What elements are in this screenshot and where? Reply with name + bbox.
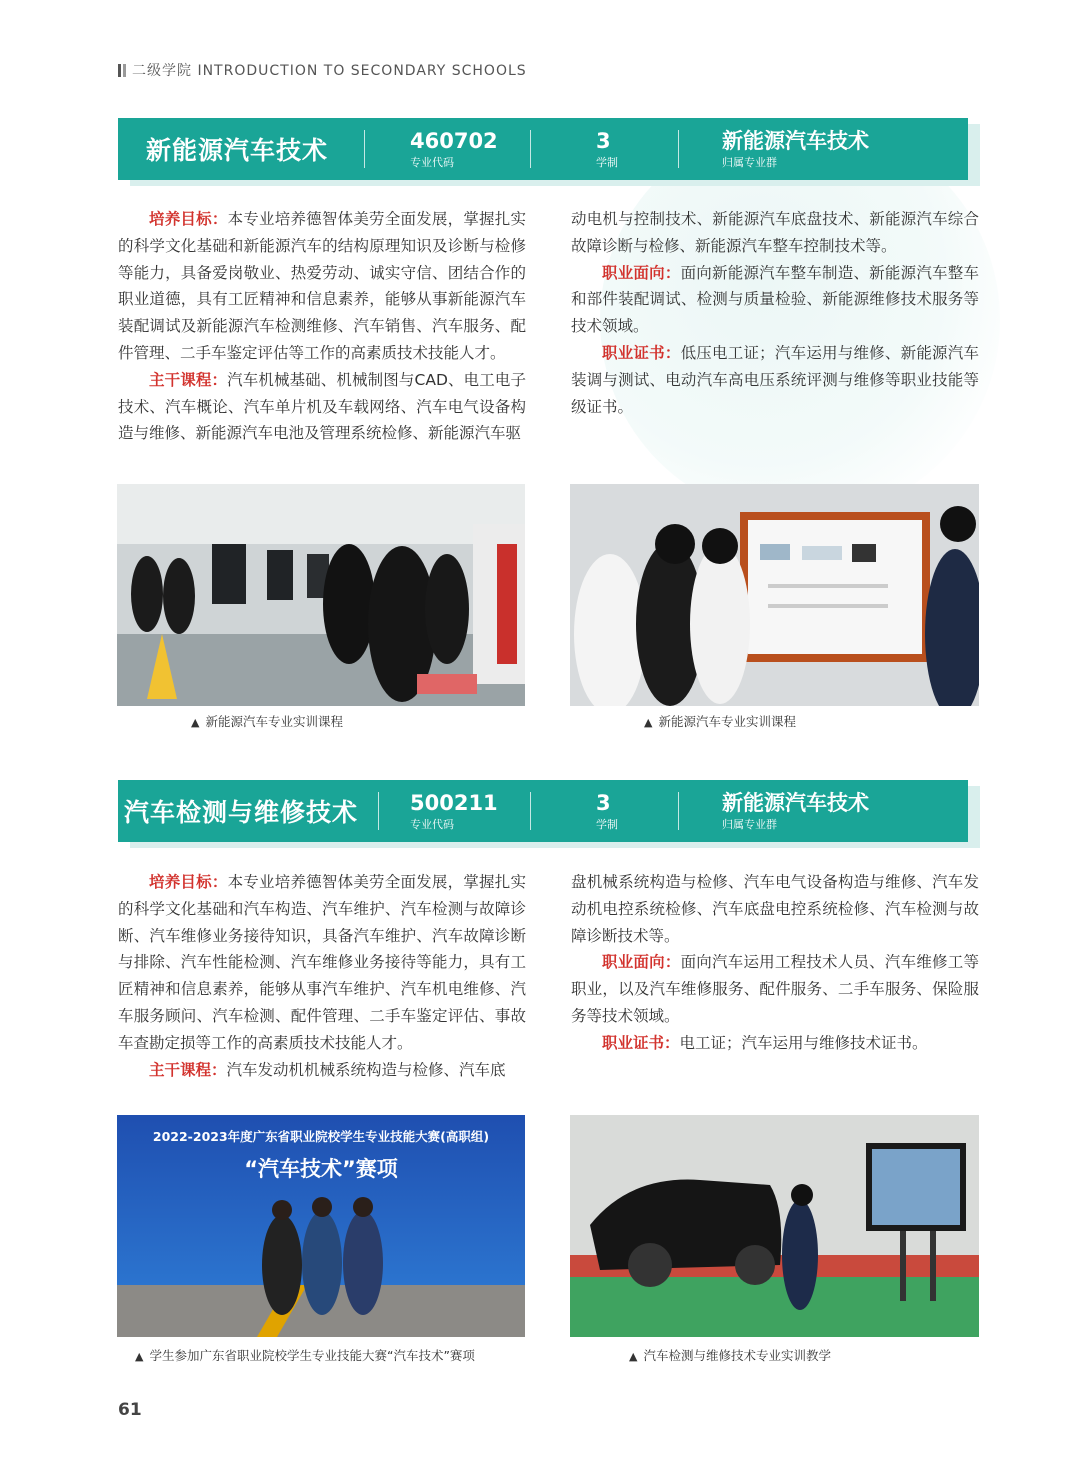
program1-cert-text: 低压电工证；汽车运用与维修、新能源汽车装调与测试、电动汽车高电压系统评测与维修等职业技能等级证书。 (571, 343, 979, 416)
program2-goal-label: 培养目标： (149, 873, 228, 891)
program2-goal (118, 869, 526, 1057)
program1-courses-continued: 动电机与控制技术、新能源汽车底盘技术、新能源汽车综合故障诊断与检修、新能源汽车整车控制技术等。 (571, 210, 979, 255)
program2-career (571, 949, 979, 1029)
program1-code-label: 专业代码 (410, 155, 454, 169)
program2-photo-competition (117, 1115, 525, 1337)
photo3-title-line2: “汽车技术”赛项 (244, 1157, 398, 1181)
program2-cert-label: 职业证书： (602, 1033, 680, 1052)
triangle-marker-icon: ▲ (135, 1350, 144, 1363)
program1-cert (571, 340, 979, 420)
program2-group-cell (722, 780, 869, 842)
program1-group-cell (722, 118, 869, 180)
program1-banner (118, 118, 980, 180)
program1-years: 3 (596, 128, 611, 153)
program1-photo1-caption: ▲ 新能源汽车专业实训课程 (191, 714, 343, 729)
triangle-marker-icon: ▲ (629, 1350, 638, 1363)
program1-career (571, 260, 979, 340)
program1-goal-label: 培养目标： (149, 210, 228, 228)
program2-group-label: 归属专业群 (722, 817, 777, 831)
program1-goal-text: 本专业培养德智体美劳全面发展，掌握扎实的科学文化基础和新能源汽车的结构原理知识及诊断与检修等能力，具备爱岗敬业、热爱劳动、诚实守信、团结合作的职业道德，具有工匠精神和信息素养，能够从事新能源汽车装配调试及新能源汽车检测维修、汽车销售、汽车服务、配件管理、二手车鉴定评估等工作的高素质技术技能人才。 (118, 210, 526, 362)
program2-photo-repair-shop (570, 1115, 979, 1337)
program2-years-cell (596, 780, 618, 842)
program2-photo3-caption: ▲ 学生参加广东省职业院校学生专业技能大赛“汽车技术”赛项 (135, 1348, 475, 1363)
running-header (118, 60, 527, 80)
running-header-text: 二级学院 INTRODUCTION TO SECONDARY SCHOOLS (132, 63, 527, 79)
program2-career-text: 面向汽车运用工程技术人员、汽车维修工等职业，以及汽车维修服务、配件服务、二手车服务、保险服务等技术领域。 (571, 953, 979, 1025)
page-number: 61 (118, 1400, 142, 1420)
program1-photo-workshop (117, 484, 525, 706)
program2-right-column (571, 869, 979, 1057)
program2-courses (118, 1057, 526, 1084)
program2-years-label: 学制 (596, 817, 618, 831)
program2-photo4-caption: ▲ 汽车检测与维修技术专业实训教学 (629, 1348, 831, 1363)
photo3-title-line1: 2022-2023年度广东省职业院校学生专业技能大赛(高职组) (152, 1129, 490, 1144)
program2-left-column (118, 869, 526, 1083)
program1-photo2-caption: ▲ 新能源汽车专业实训课程 (644, 714, 796, 729)
program1-goal (118, 206, 526, 367)
program2-goal-text: 本专业培养德智体美劳全面发展，掌握扎实的科学文化基础和汽车构造、汽车维护、汽车检测与故障诊断、汽车维修业务接待知识，具备汽车维护、汽车故障诊断与排除、汽车性能检测、汽车维修业务接待等能力，具有工匠精神和信息素养，能够从事汽车维护、汽车机电维修、汽车服务顾问、汽车检测、配件管理、二手车鉴定评估、事故车查勘定损等工作的高素质技术技能人才。 (118, 873, 526, 1052)
program1-left-column (118, 206, 526, 447)
program1-courses (118, 367, 526, 447)
program1-cert-label: 职业证书： (602, 343, 681, 362)
header-bars-icon (118, 64, 126, 77)
program2-group: 新能源汽车技术 (722, 790, 869, 815)
program1-years-label: 学制 (596, 155, 618, 169)
program1-code-cell (410, 118, 498, 180)
program2-courses-text-a: 汽车发动机机械系统构造与检修、汽车底 (226, 1060, 506, 1079)
program2-name: 汽车检测与维修技术 (124, 798, 359, 827)
program1-name-cell (146, 118, 328, 180)
program2-code-cell (410, 780, 498, 842)
program2-career-label: 职业面向： (602, 953, 681, 972)
program1-years-cell (596, 118, 618, 180)
program1-group: 新能源汽车技术 (722, 128, 869, 153)
program2-years: 3 (596, 790, 611, 815)
program1-career-label: 职业面向： (602, 263, 681, 282)
program2-cert-text: 电工证；汽车运用与维修技术证书。 (679, 1033, 928, 1052)
program1-right-column (571, 206, 979, 420)
triangle-marker-icon: ▲ (191, 716, 200, 729)
program1-group-label: 归属专业群 (722, 155, 777, 169)
program1-career-text: 面向新能源汽车整车制造、新能源汽车整车和部件装配调试、检测与质量检验、新能源维修技术服务等技术领域。 (571, 263, 979, 336)
program1-code: 460702 (410, 128, 498, 153)
program1-courses-label: 主干课程： (149, 370, 228, 389)
program1-photo-circuit-board (570, 484, 979, 706)
program2-code-label: 专业代码 (410, 817, 454, 831)
program1-courses-text-a: 汽车机械基础、机械制图与CAD、电工电子技术、汽车概论、汽车单片机及车载网络、汽车电气设备构造与维修、新能源汽车电池及管理系统检修、新能源汽车驱 (118, 370, 526, 443)
program1-name: 新能源汽车技术 (146, 136, 329, 165)
program2-name-cell (124, 780, 358, 842)
program2-cert (571, 1030, 979, 1057)
triangle-marker-icon: ▲ (644, 716, 653, 729)
program2-banner (118, 780, 980, 842)
program2-code: 500211 (410, 790, 498, 815)
program2-courses-continued: 盘机械系统构造与检修、汽车电气设备构造与维修、汽车发动机电控系统检修、汽车底盘电控系统检修、汽车检测与故障诊断技术等。 (571, 873, 979, 945)
program2-courses-label: 主干课程： (149, 1060, 227, 1079)
